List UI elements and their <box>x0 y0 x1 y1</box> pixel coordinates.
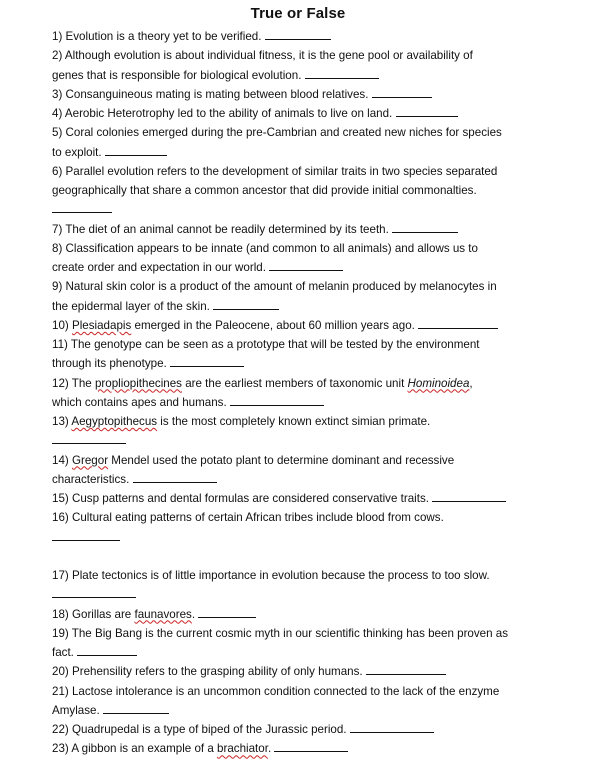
question-text: 23) A gibbon is an example of a <box>52 742 218 756</box>
answer-blank[interactable] <box>392 221 458 233</box>
question-16-answer <box>52 528 562 547</box>
question-8 <box>52 239 562 258</box>
question-17 <box>52 566 562 585</box>
answer-blank[interactable] <box>396 105 458 117</box>
question-text: 12) The <box>52 376 95 390</box>
question-text: to exploit. <box>52 145 105 159</box>
question-text: 11) The genotype can be seen as a prototype that will be tested by the environment <box>52 338 480 351</box>
answer-blank[interactable] <box>372 86 432 98</box>
question-18 <box>52 605 562 624</box>
question-text: 4) Aerobic Heterotrophy led to the ability of animals to live on land. <box>52 107 396 120</box>
question-text: fact. <box>52 646 78 659</box>
question-9 <box>52 277 562 296</box>
question-text: 18) Gorillas are <box>52 607 135 621</box>
question-text: characteristics. <box>52 472 133 486</box>
question-text: 13) <box>52 415 72 428</box>
answer-blank[interactable] <box>52 529 120 541</box>
question-text: 2) Although evolution is about individual fitness, it is the gene pool or availability of <box>52 49 473 63</box>
question-text: . <box>191 607 199 621</box>
question-1 <box>52 27 562 46</box>
question-text: 15) Cusp patterns and dental formulas are considered conservative traits. <box>52 492 433 505</box>
answer-blank[interactable] <box>133 471 217 483</box>
question-6-answer <box>52 200 562 219</box>
question-text: which contains apes and humans. <box>52 395 230 409</box>
answer-blank[interactable] <box>418 317 498 329</box>
question-text: the epidermal layer of the skin. <box>52 299 214 313</box>
question-12-cont <box>52 393 562 412</box>
term-propliopithecines: propliopithecines <box>94 376 182 390</box>
question-21 <box>52 682 562 701</box>
question-text: , <box>469 376 473 390</box>
answer-blank[interactable] <box>170 355 244 367</box>
question-text: 6) Parallel evolution refers to the development of similar traits in two species separated <box>52 164 498 178</box>
question-9-cont <box>52 297 562 316</box>
question-text: . <box>267 742 275 756</box>
question-text: 14) <box>52 453 72 467</box>
question-list <box>52 27 562 759</box>
question-text: genes that is responsible for biological evolution. <box>52 68 305 82</box>
question-text: 3) Consanguineous mating is mating between blood relatives. <box>52 87 372 101</box>
question-11-cont <box>52 354 562 373</box>
question-5-cont <box>52 143 562 162</box>
answer-blank[interactable] <box>103 702 169 714</box>
question-13-answer <box>52 431 562 450</box>
question-text: 5) Coral colonies emerged during the pre-Cambrian and created new niches for species <box>52 126 502 140</box>
question-23 <box>52 739 562 758</box>
question-text: through its phenotype. <box>52 357 170 371</box>
question-text: 7) The diet of an animal cannot be readily determined by its teeth. <box>52 222 393 236</box>
question-text: 9) Natural skin color is a product of the amount of melanin produced by melanocytes in <box>52 280 497 294</box>
question-text: geographically that share a common ancestor that did provide initial commonalties. <box>52 184 477 197</box>
question-text: 22) Quadrupedal is a type of biped of the Jurassic period. <box>52 723 350 736</box>
question-text: are the earliest members of taxonomic unit <box>181 376 408 390</box>
question-13 <box>52 412 562 431</box>
question-text: Mendel used the potato plant to determine dominant and recessive <box>108 453 455 467</box>
question-14-cont <box>52 470 562 489</box>
question-11 <box>52 335 562 354</box>
question-6-cont <box>52 181 562 200</box>
question-text: 8) Classification appears to be innate (and common to all animals) and allows us to <box>52 241 478 255</box>
question-text: 1) Evolution is a theory yet to be verified. <box>52 30 265 43</box>
question-17-answer <box>52 585 562 604</box>
question-text: is the most completely known extinct simian primate. <box>157 415 431 428</box>
question-16 <box>52 508 562 527</box>
question-text: 19) The Big Bang is the current cosmic myth in our scientific thinking has been proven as <box>52 626 509 640</box>
question-19 <box>52 624 562 643</box>
question-text: 17) Plate tectonics is of little importance in evolution because the process to too slow. <box>52 569 490 582</box>
answer-blank[interactable] <box>432 490 506 502</box>
question-text: 21) Lactose intolerance is an uncommon condition connected to the lack of the enzyme <box>52 684 500 698</box>
answer-blank[interactable] <box>52 201 112 213</box>
question-10 <box>52 316 562 335</box>
answer-blank[interactable] <box>198 606 256 618</box>
term-hominoidea: Hominoidea <box>407 376 470 390</box>
answer-blank[interactable] <box>105 144 167 156</box>
question-22 <box>52 720 562 739</box>
term-gregor: Gregor <box>71 453 109 467</box>
question-19-cont <box>52 643 562 662</box>
answer-blank[interactable] <box>269 259 343 271</box>
term-brachiator: brachiator <box>217 742 268 756</box>
answer-blank[interactable] <box>366 663 446 675</box>
question-5 <box>52 123 562 142</box>
question-2 <box>52 46 562 65</box>
answer-blank[interactable] <box>230 394 324 406</box>
question-8-cont <box>52 258 562 277</box>
question-4 <box>52 104 562 123</box>
answer-blank[interactable] <box>350 721 434 733</box>
question-21-cont <box>52 701 562 720</box>
question-6 <box>52 162 562 181</box>
answer-blank[interactable] <box>265 28 331 40</box>
answer-blank[interactable] <box>52 586 136 598</box>
question-text: emerged in the Paleocene, about 60 million years ago. <box>131 318 419 332</box>
question-text: 10) <box>52 318 72 332</box>
question-2-cont <box>52 66 562 85</box>
answer-blank[interactable] <box>52 432 126 444</box>
question-20 <box>52 662 562 681</box>
question-text: Amylase. <box>52 703 103 717</box>
question-text: 16) Cultural eating patterns of certain African tribes include blood from cows. <box>52 511 444 525</box>
question-15 <box>52 489 562 508</box>
term-faunavores: faunavores <box>134 607 192 621</box>
question-text: create order and expectation in our world. <box>52 261 270 274</box>
question-3 <box>52 85 562 104</box>
term-plesiadapis: Plesiadapis <box>71 318 132 332</box>
answer-blank[interactable] <box>77 644 137 656</box>
answer-blank[interactable] <box>213 298 279 310</box>
question-text: 20) Prehensility refers to the grasping ability of only humans. <box>52 665 366 679</box>
question-7 <box>52 220 562 239</box>
question-14 <box>52 451 562 470</box>
spacer <box>52 547 562 566</box>
question-12 <box>52 374 562 393</box>
answer-blank[interactable] <box>274 740 348 752</box>
page-title: True or False <box>250 5 346 22</box>
term-aegyptopithecus: Aegyptopithecus <box>71 415 158 428</box>
answer-blank[interactable] <box>305 67 379 79</box>
